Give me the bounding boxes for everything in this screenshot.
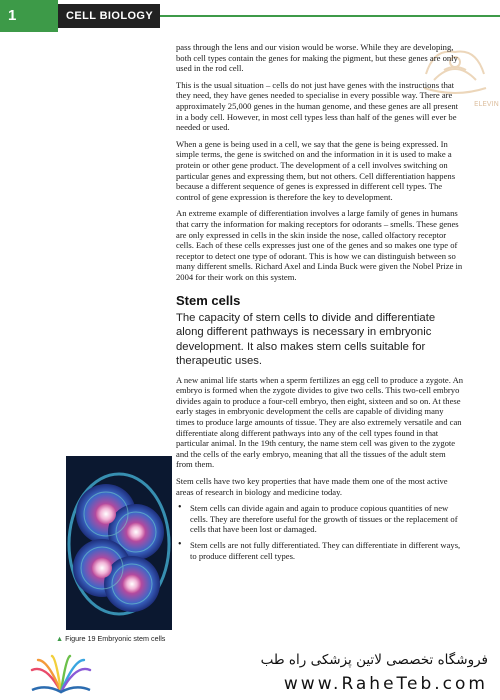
header-rule xyxy=(160,15,500,17)
bullet-item: • Stem cells are not fully differentiated. They can differentiate in different ways, to produce different cell types. xyxy=(190,540,464,561)
paragraph: This is the usual situation – cells do not just have genes with the instructions that they need, they have genes needed to specialise in every possible way. There are approximately 25,000 genes in the human genome, and these genes are all present in a body cell. However, in most cell types less than half of the genes will ever be needed or used. xyxy=(176,79,459,133)
caption-text: Figure 19 Embryonic stem cells xyxy=(65,634,166,643)
page-number: 1 xyxy=(0,0,58,32)
paragraph: Stem cells have two key properties that have made them one of the most active areas of research in biology and medicine today. xyxy=(176,476,448,497)
page-header xyxy=(0,0,500,32)
watermark-text: ELEVIN xyxy=(474,100,499,108)
paragraph: An extreme example of differentiation involves a large family of genes in humans that carry the information for making receptors for odorants – smells. These genes are only expressed in cells in the skin inside the nose, called olfactory receptor cells. Each of these cells expresses just one of the genes and so makes one type of receptor to detect one type of odorant. This is how we can distinguish between so many different smells. Richard Axel and Linda Buck were given the Nobel Prize in 2004 for their work on this system. xyxy=(176,208,463,282)
paragraph: When a gene is being used in a cell, we say that the gene is being expressed. In simple terms, the gene is switched on and the information in it is used to make a protein or other gene product. The development of a cell involves switching on particular genes and expressing them, but not others. Cell differentiation happens because a different sequence of genes is expressed in different cell types. The control of gene expression is therefore the key to development. xyxy=(176,138,456,202)
bullet-item: • Stem cells can divide again and again to produce copious quantities of new cells. They are therefore useful for the growth of tissues or the replacement of cells that have been lost or damaged. xyxy=(190,503,464,535)
main-text-column xyxy=(176,42,464,566)
lead-statement: The capacity of stem cells to divide and differentiate along different pathways is necessary in embryonic development. It also makes stem cells suitable for therapeutic uses. xyxy=(176,312,436,368)
paragraph: A new animal life starts when a sperm fertilizes an egg cell to produce a zygote. An embryo is formed when the zygote divides to give two cells. This two-cell embryo divides again to produce a four-cell embryo, then eight, sixteen and so on. At these early stages in embryonic development the cells are capable of dividing many times to produce large amounts of tissue. They are also extremely versatile and can differentiate along different pathways into any of the cell types found in that particular animal. In the 19th century, the name stem cell was given to the zygote and the cells of the early embryo, meaning that all the tissues of the adult stem from them. xyxy=(176,374,464,470)
figure-caption xyxy=(56,634,165,643)
section-heading: Stem cells xyxy=(176,293,241,309)
paragraph: pass through the lens and our vision would be worse. While they are developing, both cell types contain the genes for making the pigment, but these genes are only used in the rod cell. xyxy=(176,42,458,74)
bullet-list xyxy=(176,503,464,561)
section-title: CELL BIOLOGY xyxy=(58,4,160,28)
brand-title: فروشگاه تخصصی لاتین پزشکی راه طب xyxy=(260,652,488,668)
brand-url[interactable]: www.RaheTeb.com xyxy=(283,674,488,694)
book-logo-icon xyxy=(26,654,96,696)
embryonic-stem-cells-image xyxy=(66,456,172,630)
caption-marker-icon: ▲ xyxy=(56,634,64,643)
